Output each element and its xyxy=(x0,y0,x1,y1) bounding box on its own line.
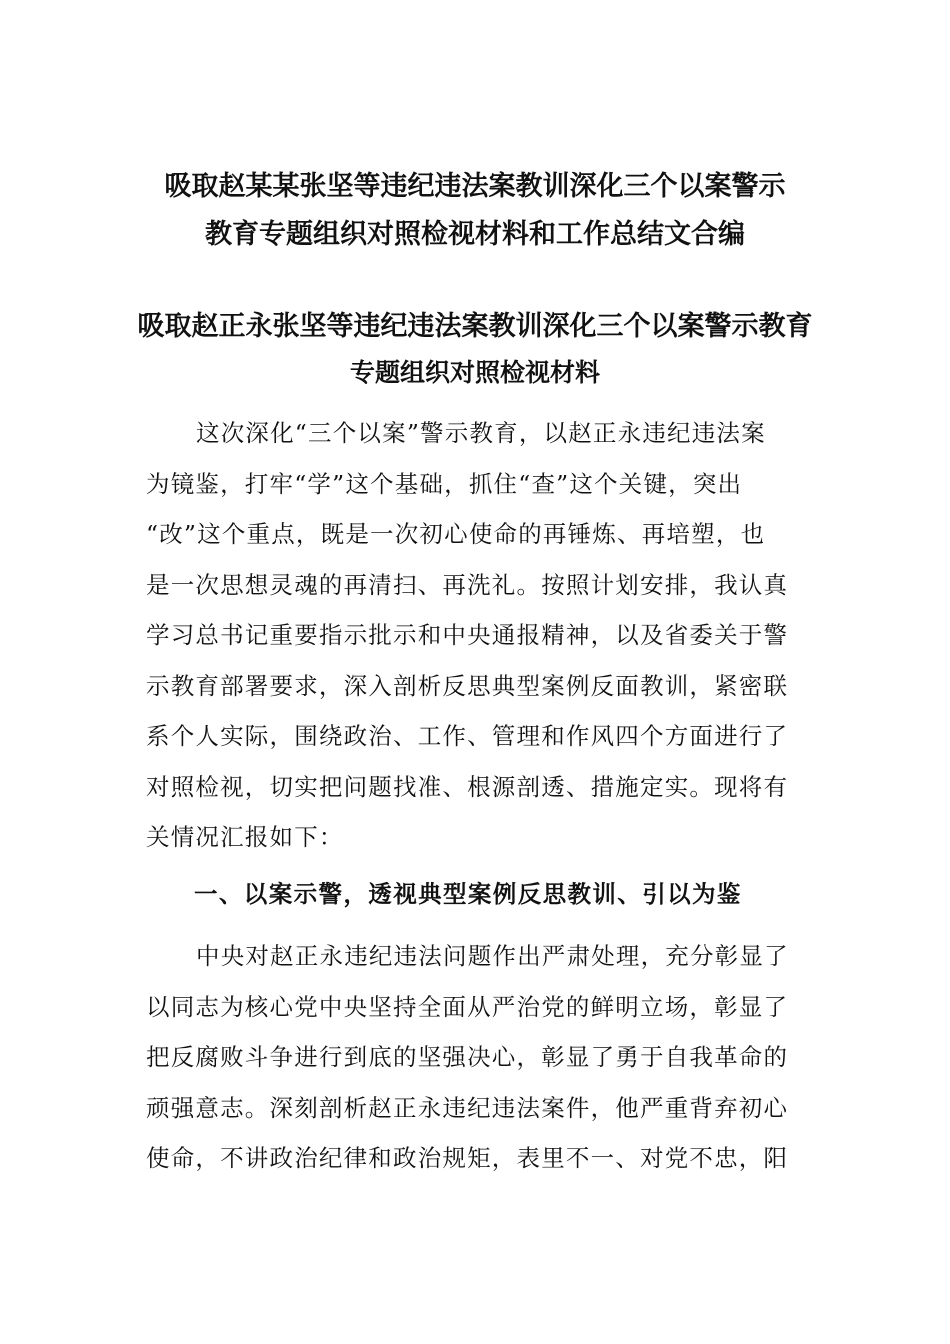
paragraph-line: 使命，不讲政治纪律和政治规矩，表里不一、对党不忠，阳 xyxy=(146,1144,789,1172)
document-subtitle-line1: 吸取赵正永张坚等违纪违法案教训深化三个以案警示教育 xyxy=(137,311,813,342)
section-heading: 一、以案示警，透视典型案例反思教训、引以为鉴 xyxy=(194,880,742,908)
document-title-line2: 教育专题组织对照检视材料和工作总结文合编 xyxy=(205,219,745,250)
paragraph-line: 顽强意志。深刻剖析赵正永违纪违法案件，他严重背弃初心 xyxy=(146,1093,789,1122)
document-title-line1: 吸取赵某某张坚等违纪违法案教训深化三个以案警示 xyxy=(164,171,786,202)
paragraph-line: 这次深化“三个以案”警示教育，以赵正永违纪违法案 xyxy=(196,419,766,447)
paragraph-line: “改”这个重点，既是一次初心使命的再锤炼、再培塑，也 xyxy=(146,520,766,548)
paragraph-2 xyxy=(146,931,796,1184)
paragraph-line: 是一次思想灵魂的再清扫、再洗礼。按照计划安排，我认真 xyxy=(146,570,789,599)
paragraph-line: 关情况汇报如下： xyxy=(146,823,344,851)
paragraph-line: 学习总书记重要指示批示和中央通报精神，以及省委关于警 xyxy=(146,621,789,649)
paragraph-line: 为镜鉴，打牢“学”这个基础，抓住“查”这个关键，突出 xyxy=(146,469,743,498)
paragraph-1 xyxy=(146,408,796,863)
paragraph-line: 示教育部署要求，深入剖析反思典型案例反面教训，紧密联 xyxy=(146,671,789,700)
paragraph-line: 以同志为核心党中央坚持全面从严治党的鲜明立场，彰显了 xyxy=(146,992,789,1021)
paragraph-line: 把反腐败斗争进行到底的坚强决心，彰显了勇于自我革命的 xyxy=(146,1043,789,1071)
paragraph-line: 中央对赵正永违纪违法问题作出严肃处理，充分彰显了 xyxy=(196,942,789,970)
document-subtitle-line2: 专题组织对照检视材料 xyxy=(349,358,600,387)
paragraph-line: 对照检视，切实把问题找准、根源剖透、措施定实。现将有 xyxy=(146,772,789,801)
paragraph-line: 系个人实际，围绕政治、工作、管理和作风四个方面进行了 xyxy=(146,722,789,750)
